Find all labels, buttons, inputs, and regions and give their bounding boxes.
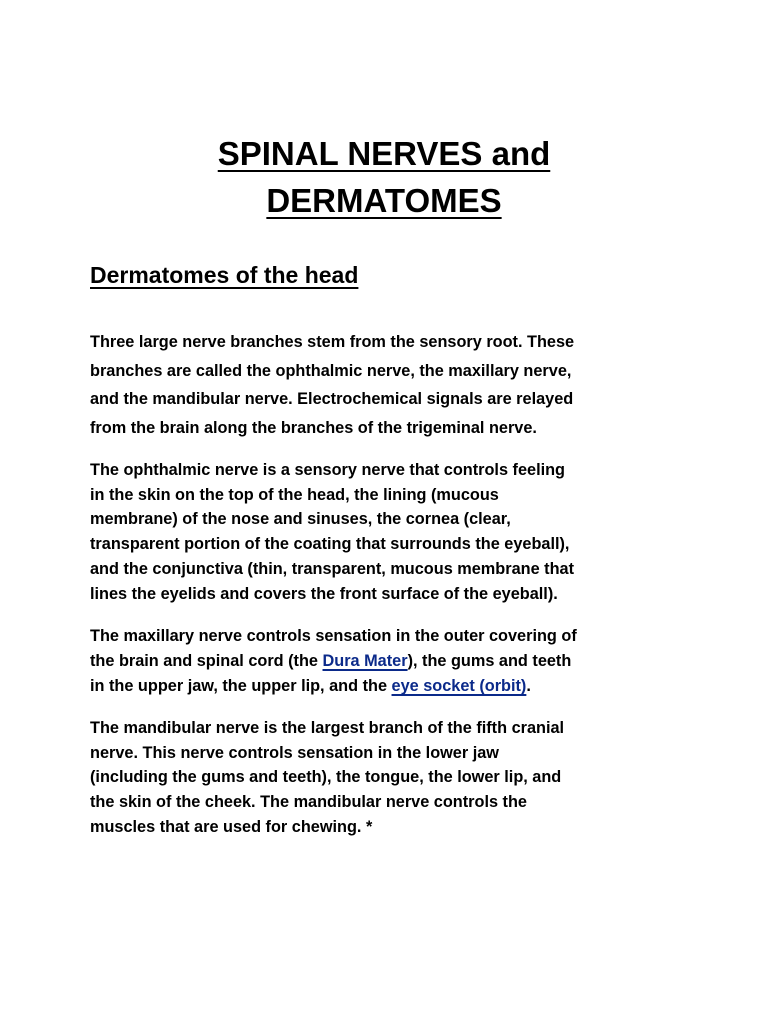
title-line-1: SPINAL NERVES and xyxy=(217,135,551,172)
text-fragment: the brain and spinal cord (the xyxy=(90,652,323,670)
paragraph-ophthalmic-nerve xyxy=(90,458,690,606)
text-fragment: in the upper jaw, the upper lip, and the xyxy=(90,677,392,695)
text-line xyxy=(90,674,690,699)
text-line: and the mandibular nerve. Electrochemical signals are relayed xyxy=(90,390,574,408)
eye-socket-orbit-link[interactable]: eye socket (orbit) xyxy=(391,677,527,695)
dura-mater-link[interactable]: Dura Mater xyxy=(322,652,408,670)
text-fragment: . xyxy=(526,677,531,695)
paragraph-sensory-root xyxy=(90,328,690,442)
text-line: membrane) of the nose and sinuses, the cornea (clear, xyxy=(90,510,511,529)
text-line: muscles that are used for chewing. * xyxy=(90,817,373,836)
text-line: The maxillary nerve controls sensation in the outer covering of xyxy=(90,627,577,645)
text-line: nerve. This nerve controls sensation in the lower jaw xyxy=(90,743,499,762)
section-heading: Dermatomes of the head xyxy=(90,262,359,288)
paragraph-mandibular-nerve xyxy=(90,716,690,840)
text-line: the skin of the cheek. The mandibular nerve controls the xyxy=(90,793,527,812)
paragraph-maxillary-nerve xyxy=(90,624,690,699)
document-title xyxy=(0,130,768,224)
text-line xyxy=(90,649,690,674)
text-line: from the brain along the branches of the trigeminal nerve. xyxy=(90,418,537,437)
text-line: branches are called the ophthalmic nerve, the maxillary nerve, xyxy=(90,361,572,380)
text-line: (including the gums and teeth), the tongue, the lower lip, and xyxy=(90,768,562,787)
title-line-2: DERMATOMES xyxy=(266,182,502,219)
text-line: Three large nerve branches stem from the sensory root. These xyxy=(90,333,575,351)
text-line: transparent portion of the coating that surrounds the eyeball), xyxy=(90,535,570,554)
text-fragment: ), the gums and teeth xyxy=(407,652,572,670)
text-line: The mandibular nerve is the largest branch of the fifth cranial xyxy=(90,719,565,737)
text-line: lines the eyelids and covers the front surface of the eyeball). xyxy=(90,584,558,603)
text-line: The ophthalmic nerve is a sensory nerve that controls feeling xyxy=(90,461,566,479)
text-line: and the conjunctiva (thin, transparent, mucous membrane that xyxy=(90,559,574,578)
text-line: in the skin on the top of the head, the lining (mucous xyxy=(90,485,499,504)
